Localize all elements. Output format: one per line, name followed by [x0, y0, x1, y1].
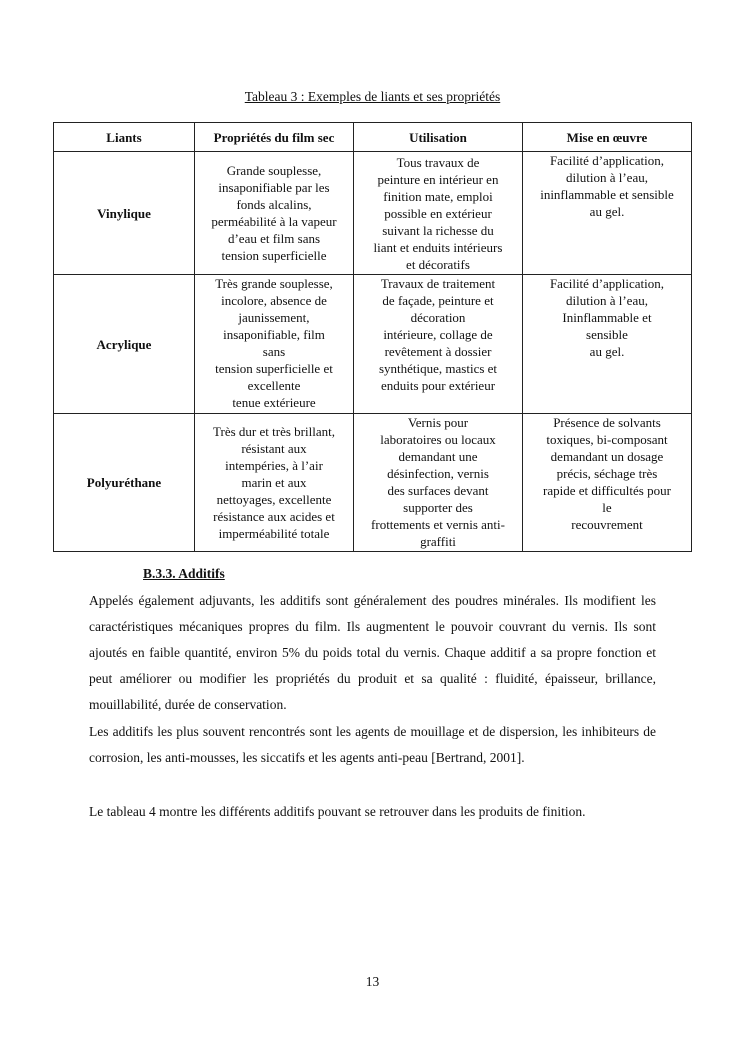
table-row: [54, 152, 692, 275]
cell-line: peinture en intérieur en: [377, 171, 499, 187]
cell-line: laboratoires ou locaux: [380, 432, 496, 447]
cell-line: dilution à l’eau,: [566, 293, 648, 308]
header-utilisation: Utilisation: [354, 123, 523, 152]
cell-line: demandant une: [398, 449, 478, 464]
proprietes-cell: [195, 275, 354, 414]
cell-line: intempéries, à l’air: [225, 458, 323, 473]
header-liants: Liants: [54, 123, 195, 152]
cell-line: synthétique, mastics et: [378, 361, 498, 376]
liant-name: Acrylique: [54, 275, 195, 414]
cell-line: tenue extérieure: [232, 395, 316, 410]
cell-line: supporter des: [403, 500, 473, 515]
cell-line: sans: [262, 344, 286, 359]
cell-line: au gel.: [589, 344, 625, 359]
header-mise-en-oeuvre: Mise en œuvre: [523, 123, 692, 152]
cell-line: Vernis pour: [407, 415, 469, 430]
cell-line: finition mate, emploi: [383, 188, 493, 204]
cell-line: Grande souplesse,: [226, 163, 322, 178]
table-caption-text: Tableau 3 : Exemples de liants et ses propriétés: [244, 89, 501, 104]
binders-table: [53, 122, 692, 552]
cell-line: résistance aux acides et: [213, 509, 335, 524]
cell-line: nettoyages, excellente: [216, 492, 332, 507]
cell-line: insaponifiable par les: [218, 180, 330, 195]
paragraph: Le tableau 4 montre les différents additifs pouvant se retrouver dans les produits de finition.: [89, 804, 586, 819]
cell-line: toxiques, bi-composant: [546, 432, 668, 447]
header-proprietes: Propriétés du film sec: [195, 123, 354, 152]
cell-line: liant et enduits intérieurs: [373, 239, 503, 255]
table-caption: [0, 89, 745, 105]
cell-line: excellente: [247, 378, 301, 393]
cell-line: fonds alcalins,: [236, 197, 312, 212]
utilisation-cell: [354, 152, 523, 275]
utilisation-cell: [354, 275, 523, 414]
cell-line: le: [602, 500, 612, 515]
mise-cell: [523, 275, 692, 414]
cell-line: décoration: [410, 310, 466, 325]
utilisation-cell: [354, 414, 523, 552]
cell-line: suivant la richesse du: [382, 222, 494, 238]
cell-line: Très grande souplesse,: [215, 276, 333, 291]
paragraph: Les additifs les plus souvent rencontrés sont les agents de mouillage et de dispersion, les inhibiteurs de corrosion, les anti-mousses, les siccatifs et les agents anti-peau [Bertrand, 2001].: [89, 724, 656, 765]
cell-line: tension superficielle et: [215, 361, 333, 376]
cell-line: ininflammable et sensible: [540, 187, 674, 202]
cell-line: tension superficielle: [221, 248, 327, 263]
table-header-row: [54, 123, 692, 152]
cell-line: et décoratifs: [406, 256, 470, 272]
section-title: B.3.3. Additifs: [143, 566, 225, 581]
cell-line: de façade, peinture et: [382, 293, 494, 308]
cell-line: imperméabilité totale: [218, 526, 330, 541]
page-number: 13: [365, 974, 380, 989]
cell-line: marin et aux: [241, 475, 307, 490]
cell-line: Ininflammable et: [562, 310, 652, 325]
cell-line: précis, séchage très: [556, 466, 658, 481]
cell-line: frottements et vernis anti-: [371, 517, 505, 532]
cell-line: désinfection, vernis: [387, 466, 489, 481]
cell-line: dilution à l’eau,: [566, 170, 648, 185]
cell-line: résistant aux: [241, 441, 307, 456]
cell-line: rapide et difficultés pour: [543, 483, 671, 498]
cell-line: possible en extérieur: [384, 205, 492, 221]
cell-line: Facilité d’application,: [549, 153, 665, 168]
proprietes-cell: [195, 152, 354, 275]
cell-line: Présence de solvants: [553, 415, 661, 430]
cell-line: demandant un dosage: [550, 449, 664, 464]
cell-line: insaponifiable, film: [223, 327, 325, 342]
cell-line: jaunissement,: [238, 310, 310, 325]
cell-line: revêtement à dossier: [384, 344, 492, 359]
cell-line: perméabilité à la vapeur: [211, 214, 337, 229]
cell-line: Facilité d’application,: [549, 276, 665, 291]
cell-line: d’eau et film sans: [227, 231, 321, 246]
paragraph: Appelés également adjuvants, les additifs sont généralement des poudres minérales. Ils modifient les caractéristiques mécaniques propres du film. Ils augmentent le pouvoir couvrant du vernis. Ils sont ajoutés en faible quantité, environ 5% du poids total du vernis. Chaque additif a sa propre fonction et peut améliorer ou modifier les propriétés du produit et sa qualité : fluidité, épaisseur, brillance, mouillabilité, durée de conservation.: [89, 593, 656, 712]
table-row: [54, 414, 692, 552]
cell-line: intérieure, collage de: [383, 327, 493, 342]
liant-name: Polyuréthane: [54, 414, 195, 552]
cell-line: des surfaces devant: [387, 483, 489, 498]
cell-line: Très dur et très brillant,: [213, 424, 335, 439]
cell-line: au gel.: [589, 204, 625, 219]
cell-line: incolore, absence de: [221, 293, 327, 308]
cell-line: Tous travaux de: [396, 154, 480, 170]
cell-line: enduits pour extérieur: [380, 378, 496, 393]
table-row: [54, 275, 692, 414]
mise-cell: [523, 414, 692, 552]
cell-line: Travaux de traitement: [380, 276, 496, 291]
mise-cell: [523, 152, 692, 275]
liant-name: Vinylique: [54, 152, 195, 275]
cell-line: graffiti: [420, 534, 456, 549]
cell-line: sensible: [586, 327, 628, 342]
proprietes-cell: [195, 414, 354, 552]
cell-line: recouvrement: [571, 517, 643, 532]
